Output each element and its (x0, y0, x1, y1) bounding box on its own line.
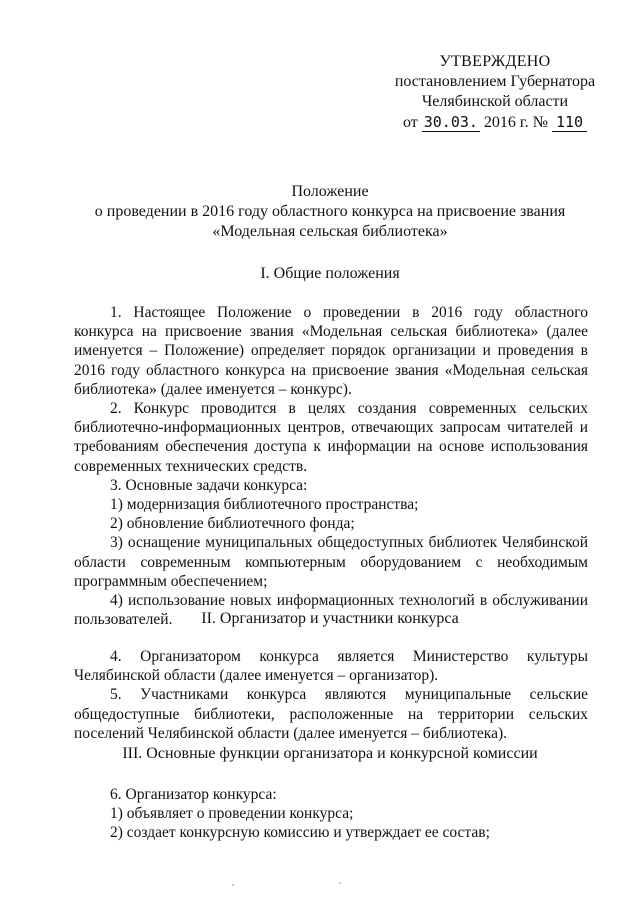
list-item-4: 4) использование новых информационных технологий в обслуживании пользователей. (74, 592, 588, 629)
title-line-2: о проведении в 2016 году областного конкурса на присвоение звания (94, 203, 566, 220)
approval-line-2: Челябинской области (421, 93, 569, 110)
scan-specks (0, 880, 640, 900)
paragraph-3: 3. Основные задачи конкурса: (110, 476, 308, 494)
section-2-heading: II. Организатор и участники конкурса (201, 610, 459, 627)
handwritten-date: 30.03. (423, 113, 478, 131)
number-prefix: № (532, 114, 548, 131)
list-item-1: 1) модернизация библиотечного пространства; (110, 496, 419, 514)
paragraph-6: 6. Организатор конкурса: (110, 786, 277, 803)
section-1-body (74, 303, 588, 629)
title-line-1: Положение (291, 183, 369, 200)
scan-speck (339, 882, 341, 884)
paragraph-1: 1. Настоящее Положение о проведении в 2016 году областного конкурса на присвоение звания «Модельная сельская библиотека» (далее именуется – Положение) определяет порядок организации и проведения в 2016 году областного конкурса на присвоение звания «Модельная сельская библиотека» (далее именуется – конкурс). (74, 304, 588, 398)
approval-date-row (385, 112, 605, 133)
scan-speck (232, 884, 234, 886)
approval-stamp (385, 52, 605, 133)
paragraph-5: 5. Участниками конкурса являются муниципальные сельские общедоступные библиотеки, расположенные на территории сельских поселений Челябинской области (далее именуется – библиотека). (74, 686, 588, 742)
section-1-heading: I. Общие положения (260, 265, 400, 282)
list-item-6: 2) создает конкурсную комиссию и утверждает ее состав; (110, 824, 490, 842)
handwritten-number: 110 (552, 113, 587, 132)
paragraph-2: 2. Конкурс проводится в целях создания современных сельских библиотечно-информационных центров, отвечающих запросам читателей и требованиям обеспечения доступа к информации на основе использования современных технических средств. (74, 400, 588, 475)
section-3-body (74, 785, 588, 843)
approval-year: 2016 г. (483, 114, 529, 131)
title-line-3: «Модельная сельская библиотека» (212, 223, 448, 240)
section-2-body (74, 647, 588, 743)
date-prefix: от (402, 114, 418, 131)
list-item-5: 1) объявляет о проведении конкурса; (110, 805, 354, 823)
paragraph-4: 4. Организатором конкурса является Министерство культуры Челябинской области (далее именуется – организатор). (74, 648, 588, 685)
approval-title: УТВЕРЖДЕНО (439, 53, 551, 70)
document-title (70, 182, 590, 242)
approval-line-1: постановлением Губернатора (394, 73, 596, 90)
section-3-heading: III. Основные функции организатора и конкурсной комиссии (122, 745, 538, 762)
list-item-3: 3) оснащение муниципальных общедоступных библиотек Челябинской области современным компьютерным оборудованием с необходимым программным обеспечением; (74, 534, 588, 590)
list-item-2: 2) обновление библиотечного фонда; (110, 515, 355, 533)
